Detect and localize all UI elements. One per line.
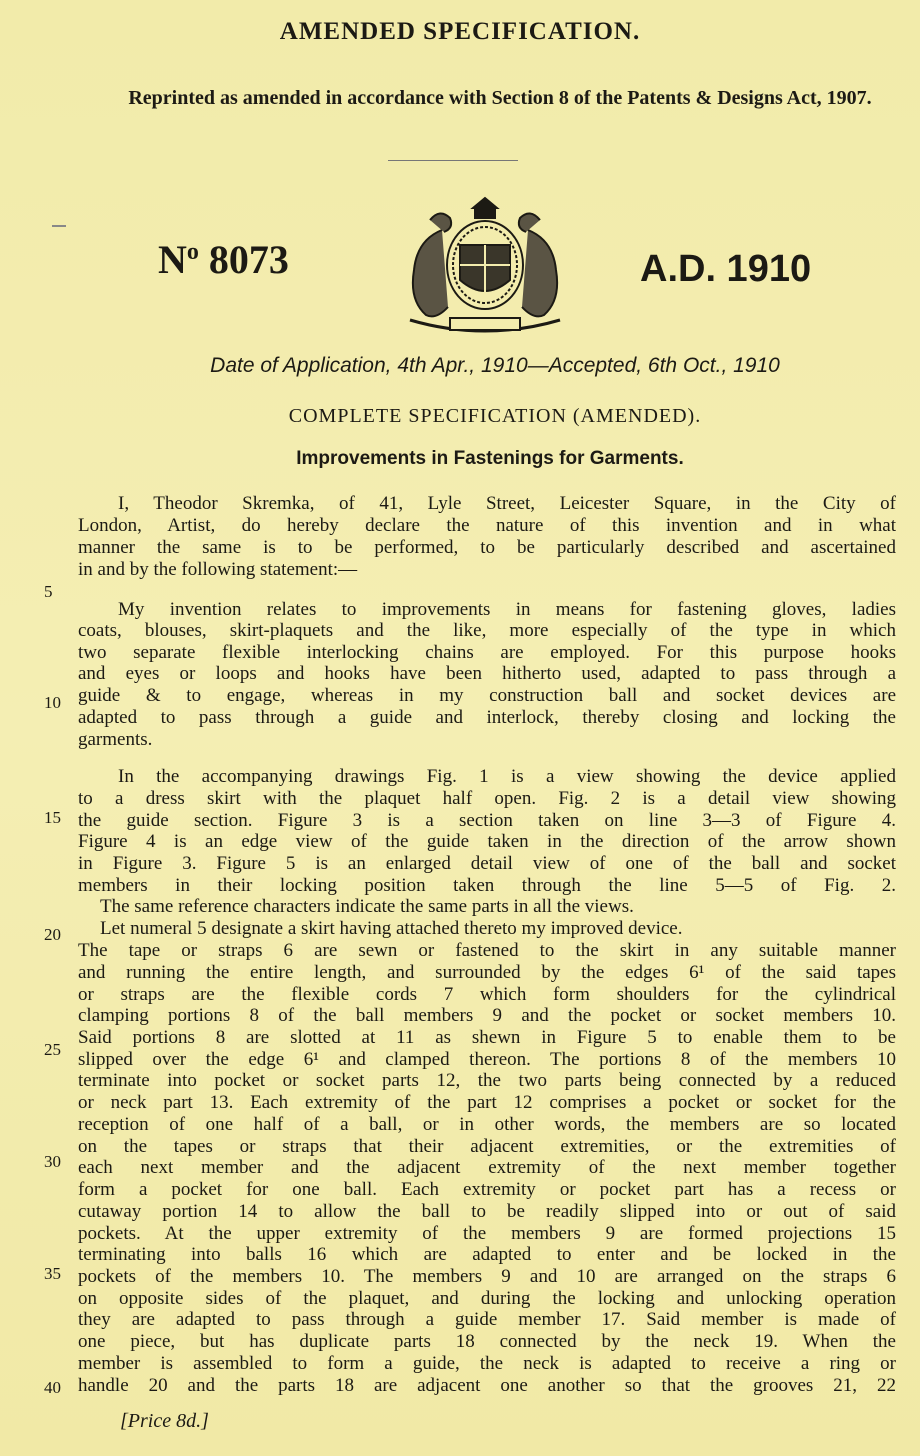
- body-line: adapted to pass through a guide and interlock, thereby closing and locking the: [78, 707, 896, 728]
- body-line: London, Artist, do hereby declare the nature of this invention and in what: [78, 515, 896, 536]
- patent-number: $N^o$ 8073: [158, 237, 289, 282]
- body-line: guide & to engage, whereas in my construction ball and socket devices are: [78, 685, 896, 706]
- body-line: two separate flexible interlocking chains are employed. For this purpose hooks: [78, 642, 896, 663]
- amended-spec-header: AMENDED SPECIFICATION.: [279, 18, 641, 45]
- body-line: terminating into balls 16 which are adapted to enter and be locked in the: [78, 1244, 896, 1265]
- body-line: I, Theodor Skremka, of 41, Lyle Street, Leicester Square, in the City of: [118, 493, 896, 514]
- line-number: 30: [44, 1152, 61, 1171]
- body-line: the guide section. Figure 3 is a section taken on line 3—3 of Figure 4.: [78, 810, 896, 831]
- body-line: or straps are the flexible cords 7 which form shoulders for the cylindrical: [78, 984, 896, 1005]
- body-line: and running the entire length, and surrounded by the edges 6¹ of the said tapes: [78, 962, 896, 983]
- body-line: Let numeral 5 designate a skirt having attached thereto my improved device.: [100, 918, 683, 939]
- body-line: in and by the following statement:—: [78, 559, 358, 580]
- body-line: pockets. At the upper extremity of the members 9 are formed projections 15: [78, 1223, 896, 1244]
- body-line: in Figure 3. Figure 5 is an enlarged detail view of one of the ball and socket: [78, 853, 896, 874]
- line-number: 25: [44, 1040, 61, 1059]
- body-line: clamping portions 8 of the ball members 9 and the pocket or socket members 10.: [78, 1005, 896, 1026]
- reprint-note: Reprinted as amended in accordance with Section 8 of the Patents & Designs Act, 1907.: [128, 87, 872, 109]
- body-line: terminate into pocket or socket parts 12, the two parts being connected by a reduced: [78, 1070, 896, 1091]
- line-number: 10: [44, 693, 61, 712]
- specification-type: COMPLETE SPECIFICATION (AMENDED).: [288, 405, 702, 427]
- body-line: and eyes or loops and hooks have been hitherto used, adapted to pass through a: [78, 663, 896, 684]
- body-line: In the accompanying drawings Fig. 1 is a view showing the device applied: [118, 766, 896, 787]
- patent-year: A.D. 1910: [640, 248, 812, 290]
- body-line: one piece, but has duplicate parts 18 connected by the neck 19. When the: [78, 1331, 896, 1352]
- price: [Price 8d.]: [120, 1410, 209, 1432]
- body-line: to a dress skirt with the plaquet half open. Fig. 2 is a detail view showing: [78, 788, 896, 809]
- line-number: 40: [44, 1378, 61, 1397]
- divider-rule: [388, 160, 518, 161]
- body-line: handle 20 and the parts 18 are adjacent one another so that the grooves 21, 22: [78, 1375, 896, 1396]
- body-line: form a pocket for one ball. Each extremity or pocket part has a recess or: [78, 1179, 896, 1200]
- body-line: garments.: [78, 729, 153, 750]
- body-line: manner the same is to be performed, to be particularly described and ascertained: [78, 537, 896, 558]
- line-number: 15: [44, 808, 61, 827]
- invention-title: Improvements in Fastenings for Garments.: [296, 448, 684, 469]
- margin-mark: [52, 225, 66, 227]
- body-line: coats, blouses, skirt-plaquets and the like, more especially of the type in which: [78, 620, 896, 641]
- body-line: or neck part 13. Each extremity of the part 12 comprises a pocket or socket for the: [78, 1092, 896, 1113]
- body-line: on opposite sides of the plaquet, and during the locking and unlocking operation: [78, 1288, 896, 1309]
- body-line: member is assembled to form a guide, the neck is adapted to receive a ring or: [78, 1353, 896, 1374]
- body-line: they are adapted to pass through a guide member 17. Said member is made of: [78, 1309, 896, 1330]
- body-line: pockets of the members 10. The members 9 and 10 are arranged on the straps 6: [78, 1266, 896, 1287]
- body-line: members in their locking position taken through the line 5—5 of Fig. 2.: [78, 875, 896, 896]
- line-number: 5: [44, 582, 53, 601]
- royal-coat-of-arms-icon: [380, 190, 590, 340]
- line-number: 20: [44, 925, 61, 944]
- body-line: The same reference characters indicate the same parts in all the views.: [100, 896, 634, 917]
- body-line: reception of one half of a ball, or in other words, the members are so located: [78, 1114, 896, 1135]
- body-line: My invention relates to improvements in means for fastening gloves, ladies: [118, 599, 896, 620]
- body-line: on the tapes or straps that their adjacent extremities, or the extremities of: [78, 1136, 896, 1157]
- body-line: each next member and the adjacent extremity of the next member together: [78, 1157, 896, 1178]
- application-dates: Date of Application, 4th Apr., 1910—Accepted, 6th Oct., 1910: [210, 354, 780, 377]
- body-line: Said portions 8 are slotted at 11 as shewn in Figure 5 to enable them to be: [78, 1027, 896, 1048]
- body-line: slipped over the edge 6¹ and clamped thereon. The portions 8 of the members 10: [78, 1049, 896, 1070]
- body-line: cutaway portion 14 to allow the ball to be readily slipped into or out of said: [78, 1201, 896, 1222]
- body-line: Figure 4 is an edge view of the guide taken in the direction of the arrow shown: [78, 831, 896, 852]
- line-number: 35: [44, 1264, 61, 1283]
- body-line: The tape or straps 6 are sewn or fastened to the skirt in any suitable manner: [78, 940, 896, 961]
